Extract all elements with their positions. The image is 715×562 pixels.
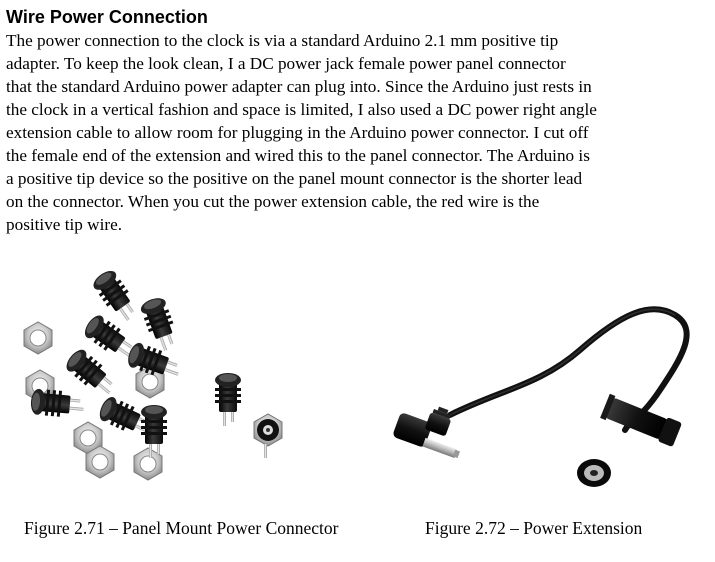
paragraph-line: the female end of the extension and wired this to the panel connector. The Arduino is (6, 146, 590, 165)
paragraph-line: The power connection to the clock is via a standard Arduino 2.1 mm positive tip (6, 31, 559, 50)
figure-caption: Figure 2.72 – Power Extension (425, 518, 643, 538)
paragraph-line: that the standard Arduino power adapter can plug into. Since the Arduino just rests in (6, 77, 592, 96)
body-paragraph (6, 29, 706, 236)
paragraph-line: extension cable to allow room for plugging in the Arduino power connector. I cut off (6, 123, 589, 142)
paragraph-line: a positive tip device so the positive on the panel mount connector is the shorter lead (6, 169, 583, 188)
section-heading: Wire Power Connection (6, 7, 208, 27)
power-extension-cable-image (380, 290, 715, 495)
paragraph-line: adapter. To keep the look clean, I a DC power jack female power panel connector (6, 54, 566, 73)
paragraph-line: positive tip wire. (6, 215, 122, 234)
figure-caption: Figure 2.71 – Panel Mount Power Connector (24, 518, 339, 538)
panel-mount-connectors-image (0, 252, 300, 497)
paragraph-line: the clock in a vertical fashion and space is limited, I also used a DC power right angle (6, 100, 597, 119)
paragraph-line: on the connector. When you cut the power extension cable, the red wire is the (6, 192, 540, 211)
